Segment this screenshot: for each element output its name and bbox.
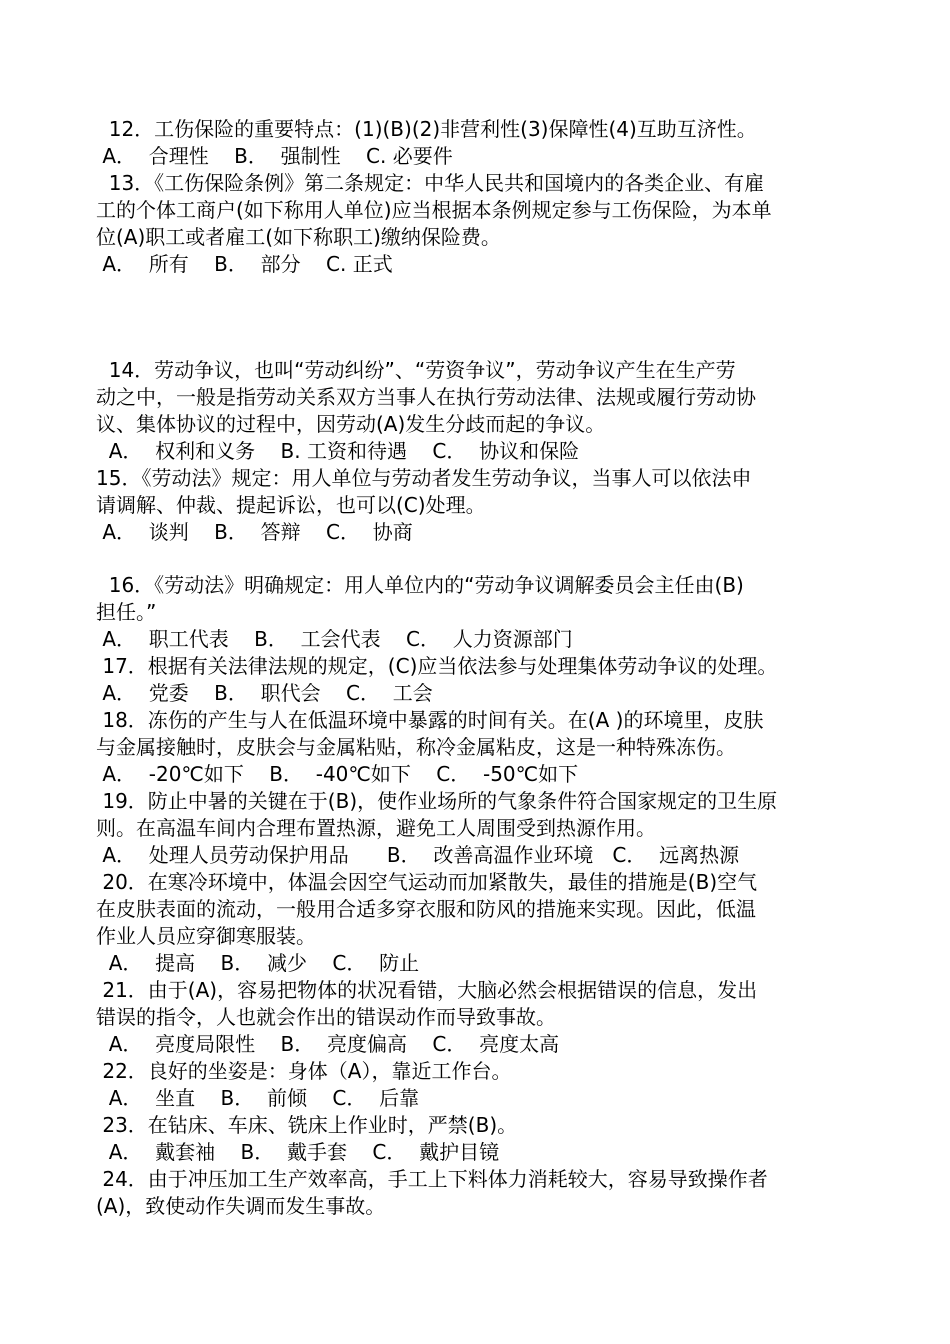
q16-options: A． 职工代表 B． 工会代表 C． 人力资源部门 — [96, 627, 573, 651]
q21-options: A． 亮度局限性 B． 亮度偏高 C． 亮度太高 — [96, 1032, 560, 1056]
q12-options: A． 合理性 B． 强制性 C. 必要件 — [96, 144, 453, 168]
q13-stem-line-3: 位(A)职工或者雇工(如下称职工)缴纳保险费。 — [96, 225, 501, 249]
q17-options: A． 党委 B． 职代会 C． 工会 — [96, 681, 433, 705]
q18-stem-line-2: 与金属接触时，皮肤会与金属粘贴，称冷金属粘皮，这是一种特殊冻伤。 — [96, 735, 736, 759]
q13-options: A． 所有 B． 部分 C. 正式 — [96, 252, 393, 276]
q23-options: A． 戴套袖 B． 戴手套 C． 戴护目镜 — [96, 1140, 500, 1164]
q18-options: A． -20℃如下 B． -40℃如下 C． -50℃如下 — [96, 762, 579, 786]
q20-options: A． 提高 B． 减少 C． 防止 — [96, 951, 420, 975]
q19-stem-line-2: 则。在高温车间内合理布置热源，避免工人周围受到热源作用。 — [96, 816, 656, 840]
q22-stem: 22．良好的坐姿是：身体（A），靠近工作台。 — [96, 1059, 512, 1083]
q14-stem-line-1: 14．劳动争议，也叫“劳动纠纷”、“劳资争议”，劳动争议产生在生产劳 — [96, 358, 736, 382]
q19-stem-line-1: 19．防止中暑的关键在于(B)，使作业场所的气象条件符合国家规定的卫生原 — [96, 789, 778, 813]
q24-stem-line-2: (A)，致使动作失调而发生事故。 — [96, 1194, 386, 1218]
q19-options: A． 处理人员劳动保护用品 B． 改善高温作业环境 C． 远离热源 — [96, 843, 740, 867]
q18-stem-line-1: 18．冻伤的产生与人在低温环境中暴露的时间有关。在(A )的环境里，皮肤 — [96, 708, 764, 732]
q17-stem: 17．根据有关法律法规的规定，(C)应当依法参与处理集体劳动争议的处理。 — [96, 654, 778, 678]
q14-options: A． 权利和义务 B. 工资和待遇 C． 协议和保险 — [96, 439, 580, 463]
q21-stem-line-1: 21．由于(A)，容易把物体的状况看错，大脑必然会根据错误的信息，发出 — [96, 978, 758, 1002]
q15-stem-line-1: 15．《劳动法》规定：用人单位与劳动者发生劳动争议，当事人可以依法申 — [96, 466, 752, 490]
q20-stem-line-3: 作业人员应穿御寒服装。 — [96, 924, 316, 948]
q13-stem-line-1: 13．《工伤保险条例》第二条规定：中华人民共和国境内的各类企业、有雇 — [96, 171, 765, 195]
q15-options: A． 谈判 B． 答辩 C． 协商 — [96, 520, 413, 544]
q21-stem-line-2: 错误的指令，人也就会作出的错误动作而导致事故。 — [96, 1005, 556, 1029]
q16-stem-line-1: 16．《劳动法》明确规定：用人单位内的“劳动争议调解委员会主任由(B) — [96, 573, 744, 597]
q24-stem-line-1: 24．由于冲压加工生产效率高，手工上下料体力消耗较大，容易导致操作者 — [96, 1167, 768, 1191]
q20-stem-line-1: 20．在寒冷环境中，体温会因空气运动而加紧散失，最佳的措施是(B)空气 — [96, 870, 758, 894]
q20-stem-line-2: 在皮肤表面的流动，一般用合适多穿衣服和防风的措施来实现。因此，低温 — [96, 897, 756, 921]
q15-stem-line-2: 请调解、仲裁、提起诉讼，也可以(C)处理。 — [96, 493, 486, 517]
q22-options: A． 坐直 B． 前倾 C． 后靠 — [96, 1086, 420, 1110]
q16-stem-line-2: 担任。” — [96, 600, 157, 624]
q13-stem-line-2: 工的个体工商户(如下称用人单位)应当根据本条例规定参与工伤保险，为本单 — [96, 198, 772, 222]
q12-stem: 12．工伤保险的重要特点：(1)(B)(2)非营利性(3)保障性(4)互助互济性。 — [96, 117, 757, 141]
q23-stem: 23．在钻床、车床、铣床上作业时，严禁(B)。 — [96, 1113, 518, 1137]
q14-stem-line-2: 动之中，一般是指劳动关系双方当事人在执行劳动法律、法规或履行劳动协 — [96, 385, 756, 409]
q14-stem-line-3: 议、集体协议的过程中，因劳动(A)发生分歧而起的争议。 — [96, 412, 606, 436]
